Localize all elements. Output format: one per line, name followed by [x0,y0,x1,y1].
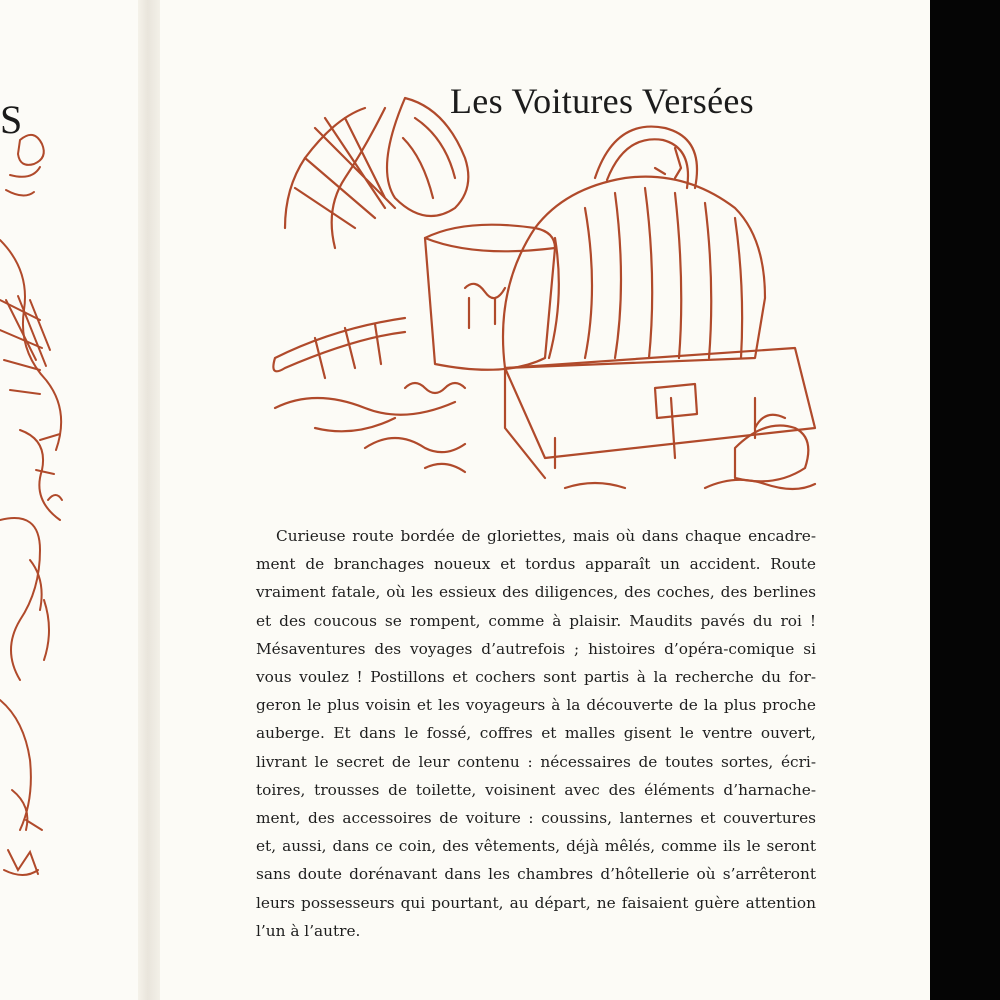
text-line: livrant le secret de leur contenu : nécessaires de toutes sortes, écri- [256,752,816,771]
book-gutter [138,0,160,1000]
text-line: geron le plus voisin et les voyageurs à la découverte de la plus proche [256,696,816,715]
text-line: sans doute dorénavant dans les chambres d’hôtellerie où s’arrêteront [256,865,816,884]
text-line: Mésaventures des voyages d’autrefois ; histoires d’opéra-comique si [256,639,816,658]
text-line: toires, trousses de toilette, voisinent avec des éléments d’harnache- [256,780,816,799]
text-line: vous voulez ! Postillons et cochers sont partis à la recherche du for- [256,668,816,687]
text-line: et des coucous se rompent, comme à plaisir. Maudits pavés du roi ! [256,611,816,630]
chapter-heading: Les Voitures Versées [450,81,754,121]
dark-background-edge [930,0,1000,1000]
left-page [0,0,150,1000]
body-text [256,522,816,945]
left-title-fragment: S [0,97,23,142]
text-line: auberge. Et dans le fossé, coffres et malles gisent le ventre ouvert, [256,724,816,743]
text-line: vraiment fatale, où les essieux des diligences, des coches, des berlines [256,583,816,602]
text-line: ment de branchages noueux et tordus apparaît un accident. Route [256,555,816,574]
text-line: et, aussi, dans ce coin, des vêtements, déjà mêlés, comme ils le seront [256,837,816,856]
text-line: leurs possesseurs qui pourtant, au départ, ne faisaient guère attention [256,893,816,912]
left-illustration [0,0,150,1000]
text-line: ment, des accessoires de voiture : coussins, lanternes et couvertures [256,809,816,828]
overturned-luggage-illustration [255,88,825,508]
text-line: l’un à l’autre. [256,921,361,940]
text-line: Curieuse route bordée de gloriettes, mais où dans chaque encadre- [276,527,816,545]
